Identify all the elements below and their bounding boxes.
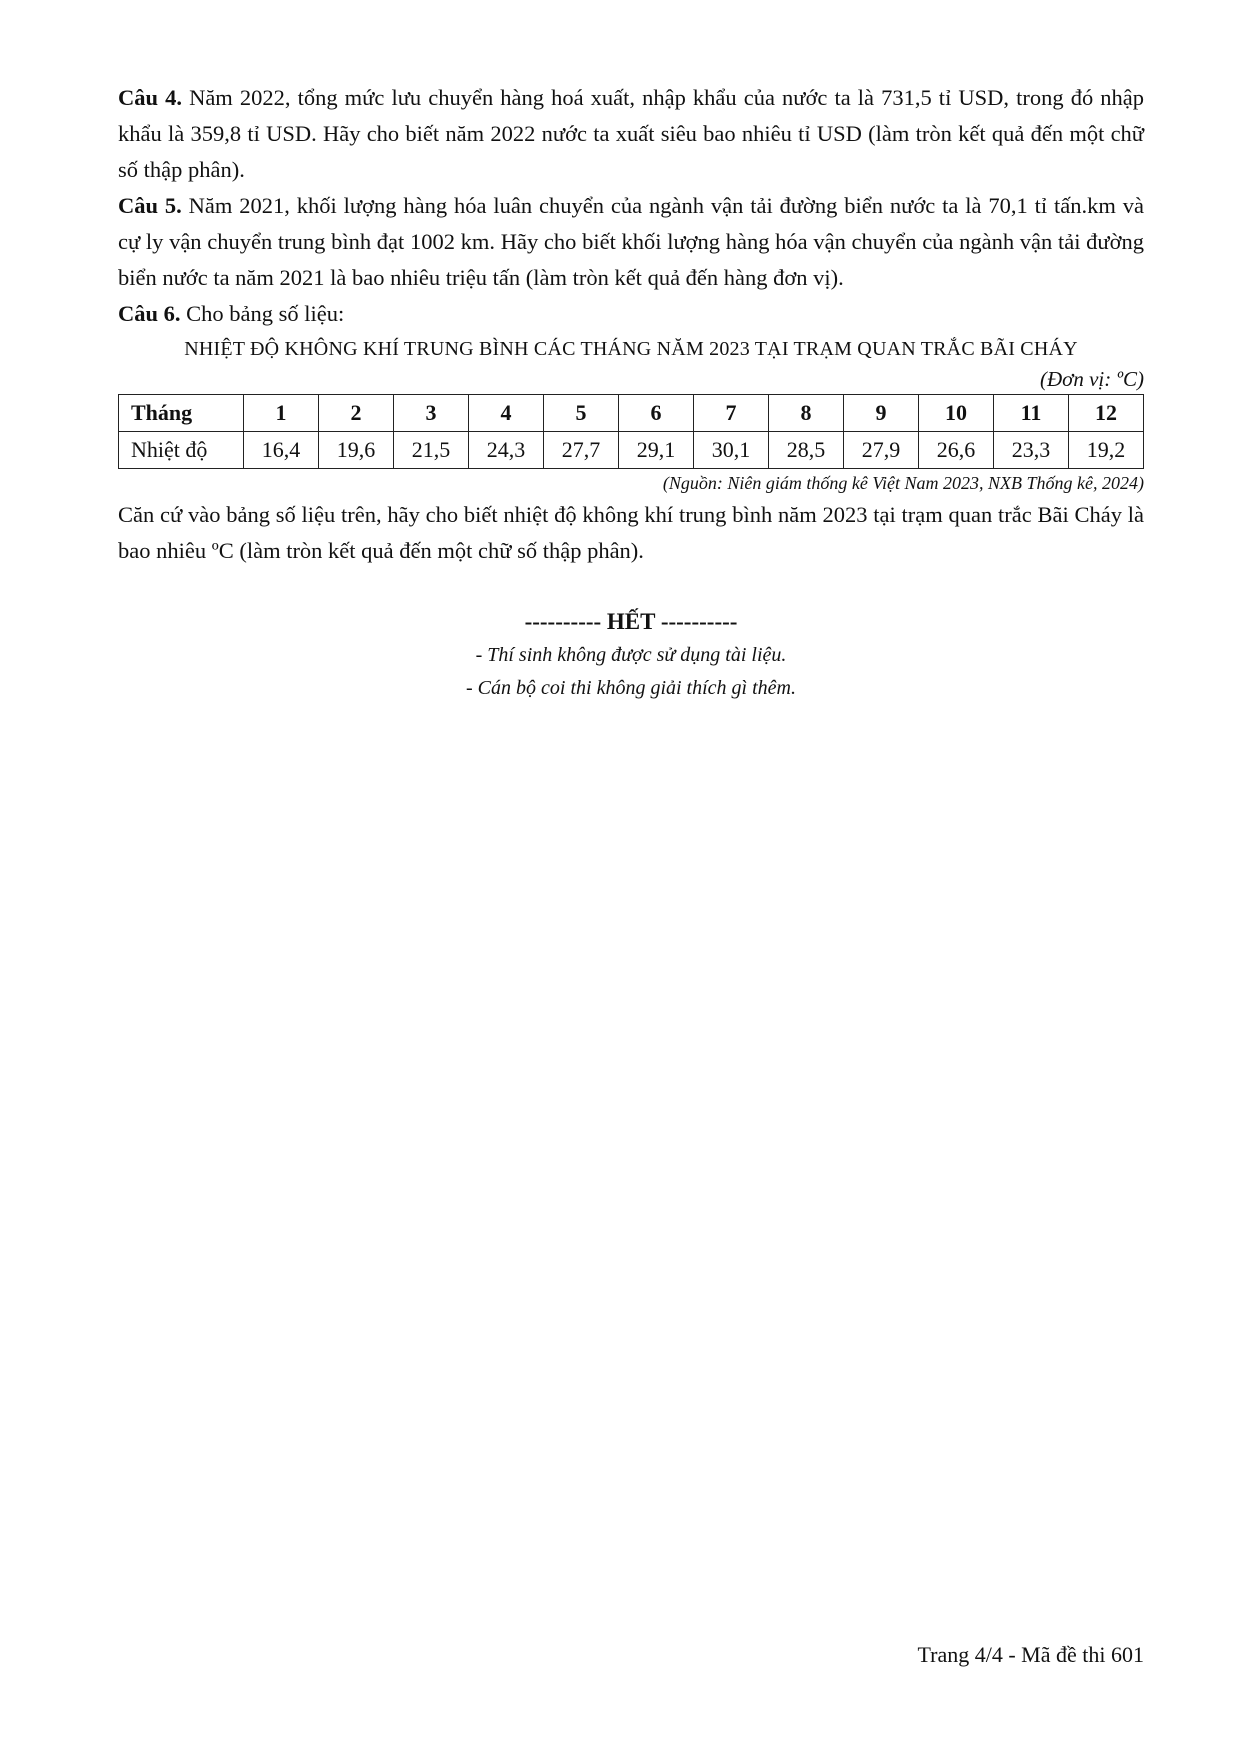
question-4-label: Câu 4. [118,85,182,110]
table-source: (Nguồn: Niên giám thống kê Việt Nam 2023, NXB Thống kê, 2024) [662,473,1144,493]
end-note-2: - Cán bộ coi thi không giải thích gì thêm. [466,677,796,699]
month-cell: 11 [994,395,1069,432]
question-4-text: Năm 2022, tổng mức lưu chuyển hàng hoá xuất, nhập khẩu của nước ta là 731,5 tỉ USD, trong đó nhập khẩu là 359,8 tỉ USD. Hãy cho biết năm 2022 nước ta xuất siêu bao nhiêu tỉ USD (làm tròn kết quả đến một chữ số thập phân). [118,85,1145,182]
month-cell: 6 [619,395,694,432]
month-cell: 7 [694,395,769,432]
question-5-label: Câu 5. [118,193,182,218]
month-cell: 2 [319,395,394,432]
month-cell: 1 [244,395,319,432]
month-cell: 12 [1069,395,1144,432]
value-cell: 26,6 [919,432,994,469]
month-cell: 4 [469,395,544,432]
value-cell: 21,5 [394,432,469,469]
value-cell: 30,1 [694,432,769,469]
question-4 [118,80,1144,188]
month-cell: 3 [394,395,469,432]
month-cell: 8 [769,395,844,432]
table-header-row [119,395,1144,432]
month-cell: 5 [544,395,619,432]
question-6-label: Câu 6. [118,301,181,326]
exam-page [118,80,1144,705]
question-6-prompt: Căn cứ vào bảng số liệu trên, hãy cho biết nhiệt độ không khí trung bình năm 2023 tại trạm quan trắc Bãi Cháy là bao nhiêu ºC (làm tròn kết quả đến một chữ số thập phân). [118,502,1144,563]
value-cell: 19,6 [319,432,394,469]
value-cell: 28,5 [769,432,844,469]
header-label-cell: Tháng [119,395,244,432]
value-cell: 16,4 [244,432,319,469]
question-5 [118,188,1144,296]
table-values-row [119,432,1144,469]
table-unit: (Đơn vị: ºC) [1039,367,1144,391]
value-cell: 27,9 [844,432,919,469]
question-6 [118,296,1144,332]
value-cell: 24,3 [469,432,544,469]
end-block [118,605,1144,705]
end-mark: ---------- HẾT ---------- [524,609,738,634]
page-footer: Trang 4/4 - Mã đề thi 601 [917,1642,1144,1667]
temperature-table [118,394,1144,469]
month-cell: 9 [844,395,919,432]
month-cell: 10 [919,395,994,432]
question-6-text: Cho bảng số liệu: [180,301,345,326]
value-cell: 29,1 [619,432,694,469]
question-5-text: Năm 2021, khối lượng hàng hóa luân chuyển của ngành vận tải đường biển nước ta là 70,1 tỉ tấn.km và cự ly vận chuyển trung bình đạt 1002 km. Hãy cho biết khối lượng hàng hóa vận chuyển của ngành vận tải đường biển nước ta năm 2021 là bao nhiêu triệu tấn (làm tròn kết quả đến hàng đơn vị). [118,193,1144,290]
value-cell: 27,7 [544,432,619,469]
value-cell: 19,2 [1069,432,1144,469]
value-cell: 23,3 [994,432,1069,469]
end-note-1: - Thí sinh không được sử dụng tài liệu. [475,644,787,666]
row-label-cell: Nhiệt độ [119,432,244,469]
table-title: NHIỆT ĐỘ KHÔNG KHÍ TRUNG BÌNH CÁC THÁNG NĂM 2023 TẠI TRẠM QUAN TRẮC BÃI CHÁY [184,338,1078,360]
